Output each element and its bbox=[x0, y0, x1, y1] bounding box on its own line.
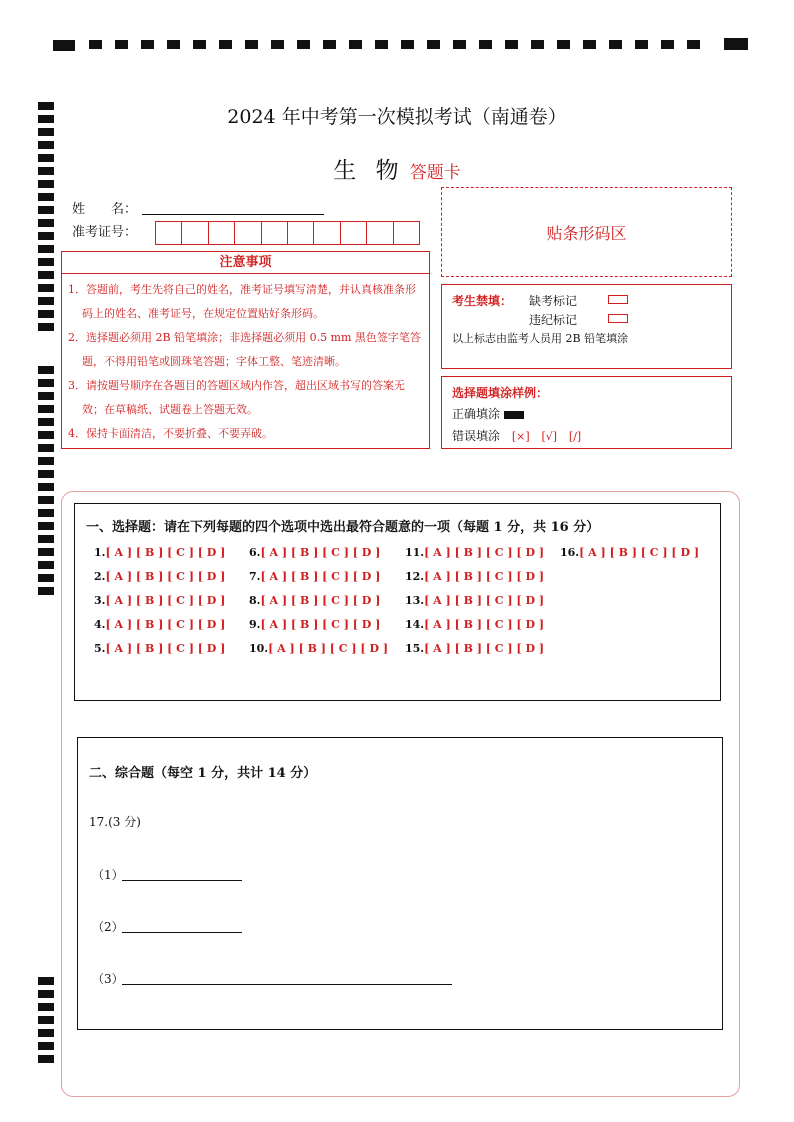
wrong-mark: [×] bbox=[511, 430, 530, 443]
question-row[interactable]: 10.[ A ] [ B ] [ C ] [ D ] bbox=[249, 642, 389, 655]
question-row[interactable]: 16.[ A ] [ B ] [ C ] [ D ] bbox=[560, 546, 700, 559]
wrong-mark: [√] bbox=[541, 430, 558, 443]
id-cell[interactable] bbox=[367, 222, 393, 244]
violation-label: 违纪标记 bbox=[529, 313, 578, 327]
question-row[interactable]: 1.[ A ] [ B ] [ C ] [ D ] bbox=[94, 546, 226, 559]
section2-title: 二、综合题（每空 1 分，共计 14 分） bbox=[89, 766, 317, 781]
question-row[interactable]: 4.[ A ] [ B ] [ C ] [ D ] bbox=[94, 618, 226, 631]
id-cell[interactable] bbox=[394, 222, 419, 244]
id-cell[interactable] bbox=[182, 222, 208, 244]
id-cell[interactable] bbox=[341, 222, 367, 244]
blank-label: （2） bbox=[92, 920, 124, 934]
question-17-label: 17.(3 分) bbox=[89, 815, 141, 829]
wrong-fill-row bbox=[452, 427, 581, 444]
notice-item: 3．请按题号顺序在各题目的答题区域内作答，超出区域书写的答案无效；在草稿纸、试题卷上答题无效。 bbox=[68, 379, 405, 416]
id-number-grid[interactable] bbox=[155, 221, 420, 245]
id-cell[interactable] bbox=[262, 222, 288, 244]
filled-mark-icon bbox=[504, 411, 524, 419]
question-row[interactable]: 13.[ A ] [ B ] [ C ] [ D ] bbox=[405, 594, 545, 607]
fill-sample-box bbox=[441, 376, 732, 449]
wrong-fill-label: 错误填涂 bbox=[452, 429, 501, 443]
correct-fill-label: 正确填涂 bbox=[452, 405, 524, 422]
marks-note: 以上标志由监考人员用 2B 铅笔填涂 bbox=[452, 332, 629, 345]
section1-title: 一、选择题：请在下列每题的四个选项中选出最符合题意的一项（每题 1 分，共 16 分） bbox=[86, 520, 600, 535]
absent-label: 缺考标记 bbox=[529, 294, 578, 308]
question-row[interactable]: 12.[ A ] [ B ] [ C ] [ D ] bbox=[405, 570, 545, 583]
id-cell[interactable] bbox=[156, 222, 182, 244]
answer-blank-2[interactable] bbox=[122, 932, 242, 933]
wrong-mark: [/] bbox=[568, 430, 582, 443]
absent-checkbox[interactable] bbox=[608, 292, 628, 306]
question-row[interactable]: 2.[ A ] [ B ] [ C ] [ D ] bbox=[94, 570, 226, 583]
barcode-area bbox=[441, 187, 732, 277]
id-label: 准考证号： bbox=[72, 225, 138, 240]
question-row[interactable]: 7.[ A ] [ B ] [ C ] [ D ] bbox=[249, 570, 381, 583]
page-title: 2024 年中考第一次模拟考试（南通卷） bbox=[227, 106, 567, 128]
subject-name: 生 物 bbox=[333, 158, 405, 184]
question-row[interactable]: 6.[ A ] [ B ] [ C ] [ D ] bbox=[249, 546, 381, 559]
question-row[interactable]: 15.[ A ] [ B ] [ C ] [ D ] bbox=[405, 642, 545, 655]
blank-label: （3） bbox=[92, 972, 124, 986]
notice-item: 2．选择题必须用 2B 铅笔填涂；非选择题必须用 0.5 mm 黑色签字笔答题，不得用铅笔或圆珠笔答题；字体工整、笔迹清晰。 bbox=[68, 331, 421, 368]
notice-item: 4．保持卡面清洁，不要折叠、不要弄破。 bbox=[68, 427, 273, 440]
name-label: 姓 名： bbox=[72, 202, 138, 217]
fill-sample-title: 选择题填涂样例： bbox=[452, 386, 549, 400]
page-subtitle bbox=[0, 152, 794, 185]
question-row[interactable]: 14.[ A ] [ B ] [ C ] [ D ] bbox=[405, 618, 545, 631]
question-row[interactable]: 9.[ A ] [ B ] [ C ] [ D ] bbox=[249, 618, 381, 631]
notice-item: 1．答题前，考生先将自己的姓名，准考证号填写清楚，并认真核准条形码上的姓名、准考证号，在规定位置贴好条形码。 bbox=[68, 283, 416, 320]
violation-checkbox[interactable] bbox=[608, 311, 628, 325]
exam-marks-label: 考生禁填： bbox=[452, 294, 513, 308]
name-field[interactable] bbox=[142, 214, 324, 215]
id-cell[interactable] bbox=[209, 222, 235, 244]
question-row[interactable]: 11.[ A ] [ B ] [ C ] [ D ] bbox=[405, 546, 545, 559]
exam-marks-box bbox=[441, 284, 732, 369]
answer-blank-3[interactable] bbox=[122, 984, 452, 985]
notice-title: 注意事项 bbox=[61, 251, 430, 274]
card-label: 答题卡 bbox=[409, 163, 461, 183]
question-row[interactable]: 8.[ A ] [ B ] [ C ] [ D ] bbox=[249, 594, 381, 607]
id-cell[interactable] bbox=[235, 222, 261, 244]
answer-blank-1[interactable] bbox=[122, 880, 242, 881]
question-row[interactable]: 5.[ A ] [ B ] [ C ] [ D ] bbox=[94, 642, 226, 655]
blank-label: （1） bbox=[92, 868, 124, 882]
id-cell[interactable] bbox=[314, 222, 340, 244]
question-row[interactable]: 3.[ A ] [ B ] [ C ] [ D ] bbox=[94, 594, 226, 607]
notice-list bbox=[61, 274, 430, 449]
id-cell[interactable] bbox=[288, 222, 314, 244]
barcode-label: 贴条形码区 bbox=[546, 223, 627, 243]
